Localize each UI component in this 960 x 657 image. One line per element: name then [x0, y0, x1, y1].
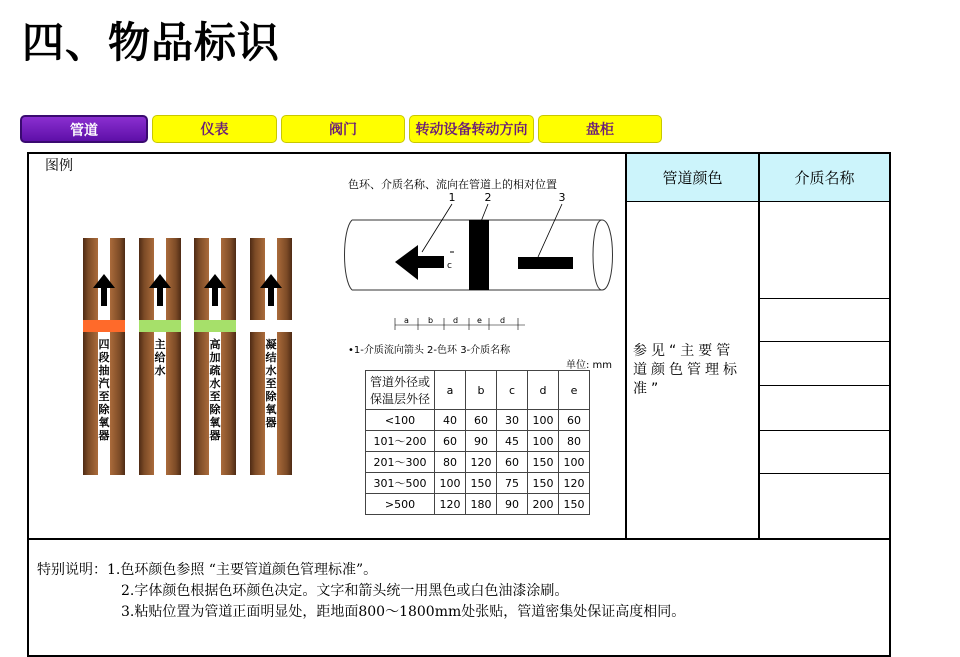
table-row: [366, 452, 590, 473]
table-cell: 90: [497, 494, 528, 515]
row-divider: [760, 430, 889, 431]
figure-label: 图例: [45, 158, 73, 174]
color-ring: [250, 320, 292, 332]
note-line-3: 3.粘贴位置为管道正面明显处，距地面800～1800mm处张贴，管道密集处保证高度相同。: [121, 604, 686, 620]
row-divider: [627, 201, 889, 202]
table-cell: 60: [466, 410, 497, 431]
table-cell: >500: [366, 494, 435, 515]
callout-1: 1: [448, 191, 456, 204]
table-cell: 201～300: [366, 452, 435, 473]
table-cell: 30: [497, 410, 528, 431]
table-cell: d: [528, 371, 559, 410]
table-cell: 40: [435, 410, 466, 431]
dim-label: a: [404, 316, 409, 325]
table-cell: 75: [497, 473, 528, 494]
table-cell: 80: [435, 452, 466, 473]
color-ring: [194, 320, 236, 332]
table-cell: 120: [559, 473, 590, 494]
tab-valves[interactable]: 阀门: [281, 115, 405, 143]
dim-label: d: [453, 316, 459, 325]
pipe-label: 高加疏水至除氧器: [209, 338, 221, 442]
tab-pipes[interactable]: 管道: [20, 115, 148, 143]
table-cell: e: [559, 371, 590, 410]
flow-arrow-icon: [93, 274, 115, 306]
pipe-sample: [83, 238, 125, 475]
pipe-sample: [139, 238, 181, 475]
pipe-label: 主给水: [154, 338, 166, 377]
dimension-table: [365, 370, 590, 515]
callout-3: 3: [558, 191, 566, 204]
pipe-color-reference: 参见“主要管道颜色管理标准”: [633, 343, 741, 397]
grid-divider: [625, 152, 627, 539]
tab-cabinets[interactable]: 盘柜: [538, 115, 662, 143]
table-cell: 301～500: [366, 473, 435, 494]
table-cell: 管道外径或保温层外径: [366, 371, 435, 410]
table-cell: 150: [528, 473, 559, 494]
color-ring: [83, 320, 125, 332]
unit-label: 单位: mm: [565, 360, 612, 370]
pipe-sample: [194, 238, 236, 475]
arrow-icon: [395, 245, 444, 280]
table-row: [366, 494, 590, 515]
dim-label: e: [477, 316, 482, 325]
table-cell: a: [435, 371, 466, 410]
table-cell: 150: [528, 452, 559, 473]
note-line-2: 2.字体颜色根据色环颜色决定。文字和箭头统一用黑色或白色油漆涂刷。: [121, 583, 569, 599]
color-ring-mark: [469, 220, 489, 290]
table-row: [366, 410, 590, 431]
header-medium-name: 介质名称: [760, 154, 889, 201]
color-ring: [139, 320, 181, 332]
row-divider: [760, 298, 889, 299]
pipe-label: 四段抽汽至除氧器: [98, 338, 110, 442]
dim-c: c: [447, 261, 452, 271]
note-line-1: 特别说明：1.色环颜色参照 “主要管道颜色管理标准”。: [37, 562, 378, 578]
tab-rotation-direction[interactable]: 转动设备转动方向: [409, 115, 534, 143]
pipe-sample: [250, 238, 292, 475]
dim-label: b: [428, 316, 434, 325]
table-cell: 150: [466, 473, 497, 494]
table-cell: 120: [435, 494, 466, 515]
table-cell: 120: [466, 452, 497, 473]
table-cell: 150: [559, 494, 590, 515]
table-cell: 80: [559, 431, 590, 452]
row-divider: [760, 473, 889, 474]
table-row: [366, 371, 590, 410]
dim-label: d: [500, 316, 506, 325]
tab-instruments[interactable]: 仪表: [152, 115, 277, 143]
header-pipe-color: 管道颜色: [627, 154, 758, 201]
row-divider: [760, 341, 889, 342]
table-cell: 101～200: [366, 431, 435, 452]
table-cell: 100: [559, 452, 590, 473]
table-cell: c: [497, 371, 528, 410]
flow-arrow-icon: [149, 274, 171, 306]
table-cell: b: [466, 371, 497, 410]
table-cell: 100: [528, 431, 559, 452]
page-title: 四、物品标识: [22, 18, 281, 67]
special-notes: [37, 560, 685, 623]
table-row: [366, 473, 590, 494]
table-cell: 180: [466, 494, 497, 515]
table-cell: 100: [435, 473, 466, 494]
table-cell: 60: [559, 410, 590, 431]
table-cell: 100: [528, 410, 559, 431]
diagram-legend: •1-介质流向箭头 2-色环 3-介质名称: [348, 345, 511, 356]
position-diagram: [340, 190, 620, 370]
row-divider: [760, 385, 889, 386]
grid-divider: [758, 152, 760, 539]
table-cell: 90: [466, 431, 497, 452]
flow-arrow-icon: [260, 274, 282, 306]
pipe-label: 凝结水至除氧器: [265, 338, 277, 429]
medium-name-mark: [518, 257, 573, 269]
flow-arrow-icon: [204, 274, 226, 306]
table-cell: 45: [497, 431, 528, 452]
table-cell: <100: [366, 410, 435, 431]
diagram-title: 色环、介质名称、流向在管道上的相对位置: [348, 178, 557, 191]
table-row: [366, 431, 590, 452]
table-cell: 60: [497, 452, 528, 473]
table-cell: 60: [435, 431, 466, 452]
grid-divider: [27, 538, 891, 540]
table-cell: 200: [528, 494, 559, 515]
callout-2: 2: [484, 191, 492, 204]
